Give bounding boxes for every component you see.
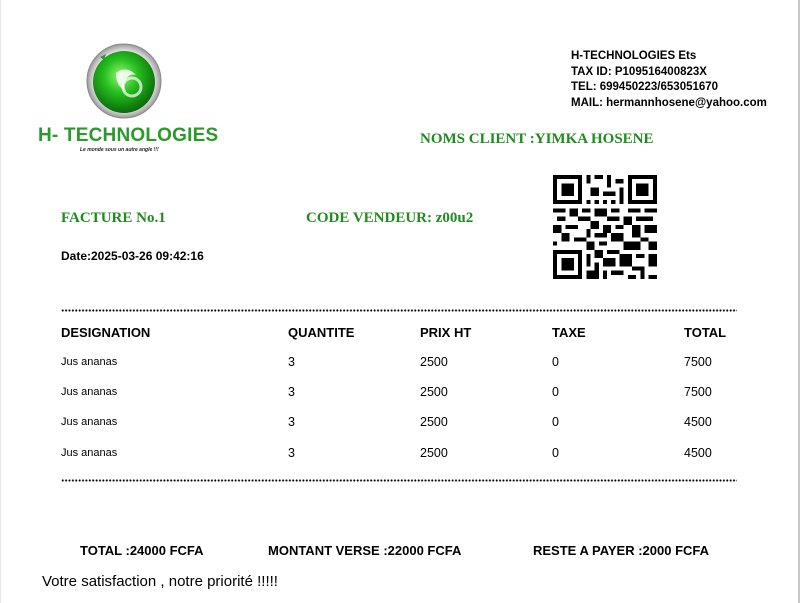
row-quantite: 3 [288,355,295,369]
qr-code-icon [553,175,657,279]
row-designation: Jus ananas [61,386,118,398]
table-row [0,385,800,405]
seller-code: CODE VENDEUR: z00u2 [306,210,474,226]
row-prix-ht: 2500 [420,415,448,429]
company-info [571,49,767,111]
row-total: 4500 [684,415,712,429]
row-total: 7500 [684,355,712,369]
company-mail: MAIL: hermannhosene@yahoo.com [571,96,767,109]
page-left-edge [0,0,1,603]
row-quantite: 3 [288,385,295,399]
amount-paid: MONTANT VERSE :22000 FCFA [268,543,462,558]
green-sphere-logo-icon [86,43,162,119]
header-designation: DESIGNATION [61,325,151,340]
header-taxe: TAXE [552,325,586,340]
client-name: NOMS CLIENT :YIMKA HOSENE [420,131,654,147]
row-taxe: 0 [552,385,559,399]
table-row [0,415,800,435]
row-prix-ht: 2500 [420,446,448,460]
row-taxe: 0 [552,446,559,460]
brand-tagline: Le monde sous un autre angle !!! [80,147,159,153]
row-taxe: 0 [552,415,559,429]
row-total: 7500 [684,385,712,399]
header-total: TOTAL [684,325,727,340]
invoice-date: Date:2025-03-26 09:42:16 [61,249,204,263]
row-designation: Jus ananas [61,447,118,459]
row-total: 4500 [684,446,712,460]
brand-name: H- TECHNOLOGIES [38,125,219,146]
separator-bottom [61,479,737,482]
header-quantite: QUANTITE [288,325,355,340]
invoice-number: FACTURE No.1 [61,210,166,226]
company-tax-id: TAX ID: P109516400823X [571,65,707,78]
company-tel: TEL: 699450223/653051670 [571,81,719,93]
total-amount: TOTAL :24000 FCFA [80,543,204,558]
footer-message: Votre satisfaction , notre priorité !!!!! [42,573,278,590]
row-prix-ht: 2500 [420,385,448,399]
row-designation: Jus ananas [61,416,118,428]
table-row [0,355,800,375]
row-taxe: 0 [552,355,559,369]
row-designation: Jus ananas [61,356,118,368]
company-name: H-TECHNOLOGIES Ets [571,50,697,62]
row-quantite: 3 [288,415,295,429]
row-quantite: 3 [288,446,295,460]
table-row [0,446,800,466]
header-prix-ht: PRIX HT [420,325,472,340]
separator-top [61,309,737,312]
row-prix-ht: 2500 [420,355,448,369]
amount-remaining: RESTE A PAYER :2000 FCFA [533,543,710,558]
